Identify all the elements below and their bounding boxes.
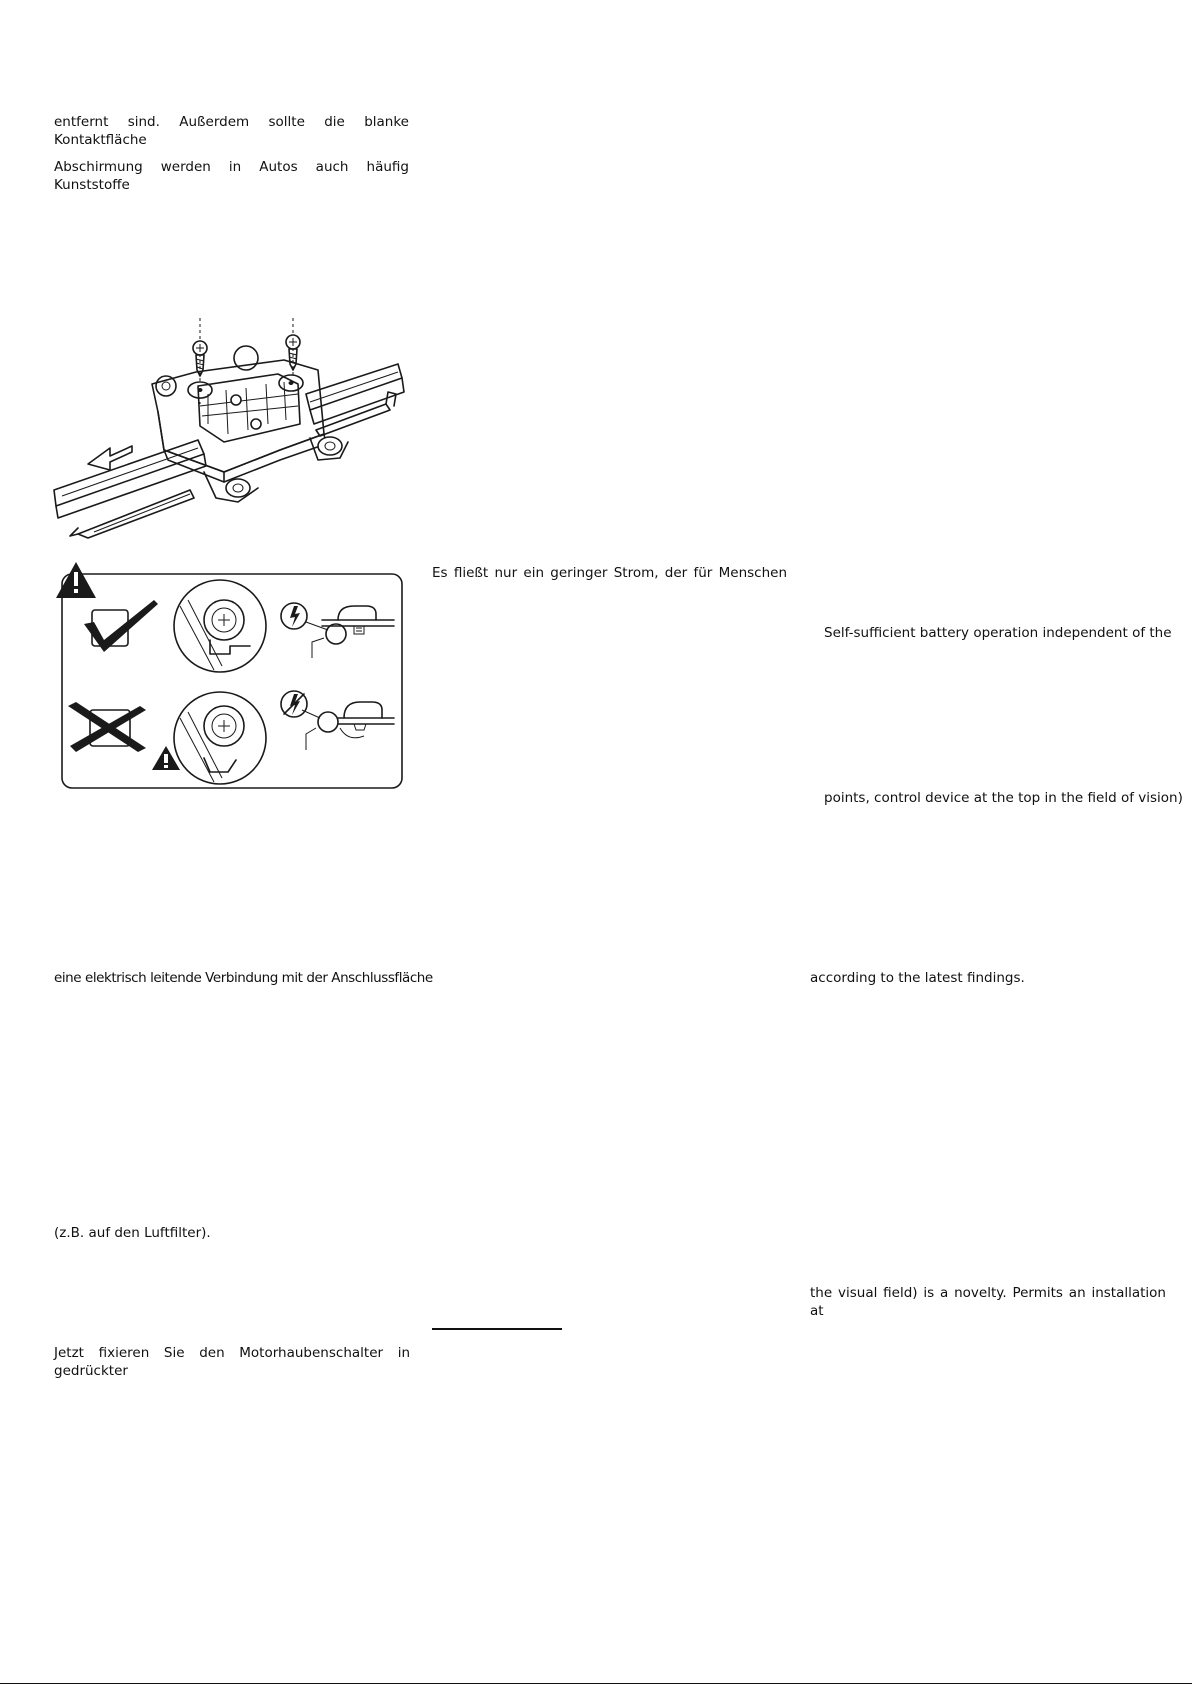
body-text-line: eine elektrisch leitende Verbindung mit der Anschlussfläche: [54, 970, 433, 986]
body-text-line: Jetzt fixieren Sie den Motorhaubenschalter in gedrückter: [54, 1345, 410, 1379]
page-bottom-edge: [0, 1683, 1192, 1684]
correct-vs-incorrect-contact-illustration: [54, 560, 406, 792]
body-text-line: Es fließt nur ein geringer Strom, der für Menschen: [432, 565, 787, 581]
body-text-line: Self-sufficient battery operation independent of the: [824, 625, 1172, 641]
body-text-line: points, control device at the top in the field of vision): [824, 790, 1183, 806]
lightning-icon: [281, 603, 307, 629]
cross-icon: [68, 702, 146, 752]
switch-mounting-illustration: [48, 312, 414, 544]
body-text-line: entfernt sind. Außerdem sollte die blanke Kontaktfläche: [54, 114, 409, 148]
footnote-separator: [432, 1328, 562, 1330]
checkmark-icon: [84, 600, 158, 652]
no-lightning-icon: [281, 691, 307, 717]
body-text-line: Abschirmung werden in Autos auch häufig Kunststoffe: [54, 159, 409, 193]
body-text-line: according to the latest findings.: [810, 970, 1025, 986]
body-text-line: the visual field) is a novelty. Permits an installation at: [810, 1285, 1166, 1319]
body-text-line: (z.B. auf den Luftfilter).: [54, 1225, 211, 1241]
